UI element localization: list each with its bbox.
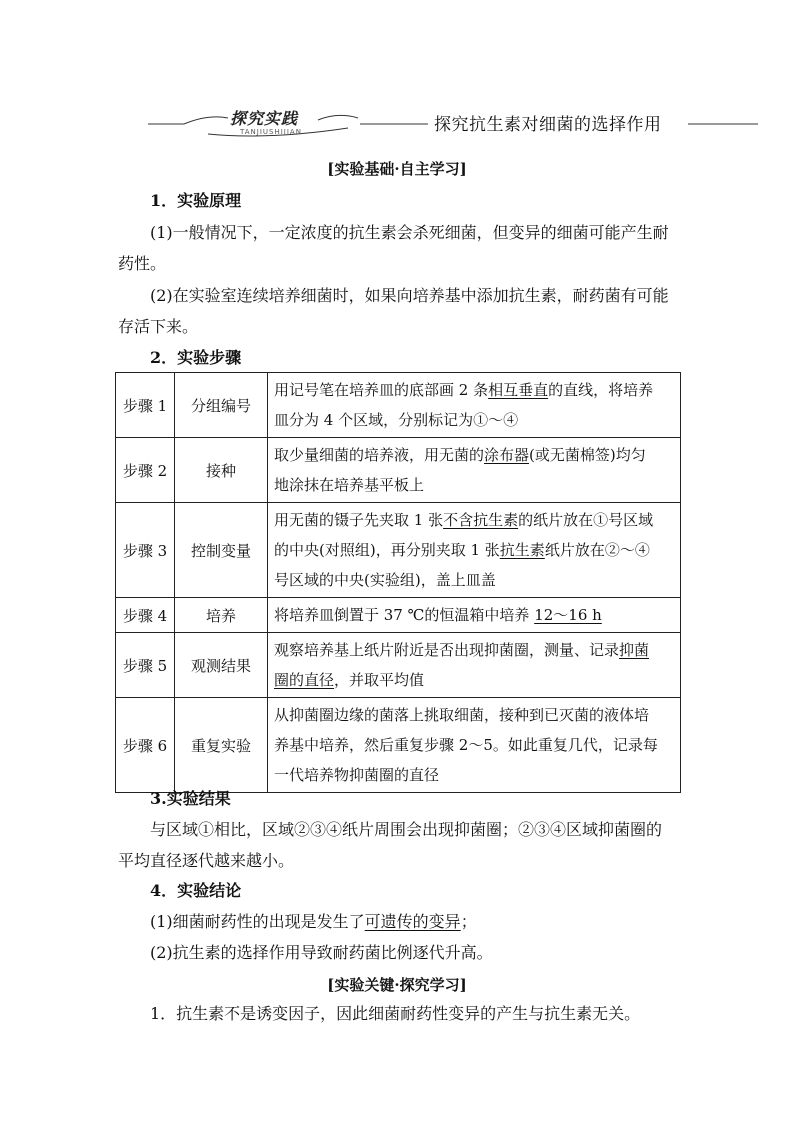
step-description bbox=[268, 598, 681, 633]
section-banner bbox=[148, 104, 758, 140]
step-description bbox=[268, 373, 681, 438]
step-name: 培养 bbox=[175, 598, 268, 633]
text-run: 取少量细菌的培养液，用无菌的 bbox=[274, 446, 485, 464]
logo-subtitle: TANJIUSHIJIAN bbox=[240, 128, 302, 136]
step-label: 步骤 4 bbox=[116, 598, 175, 633]
steps-heading: 2．实验步骤 bbox=[150, 348, 242, 367]
principle-p2-line2: 存活下来。 bbox=[118, 317, 199, 336]
principle-p1-line2: 药性。 bbox=[118, 254, 167, 273]
results-line2: 平均直径逐代越来越小。 bbox=[118, 851, 295, 870]
underlined-term: 圈的直径 bbox=[274, 671, 335, 689]
principle-p2-line1: (2)在实验室连续培养细菌时，如果向培养基中添加抗生素，耐药菌有可能 bbox=[150, 286, 669, 305]
text-run: 用记号笔在培养皿的底部画 2 条 bbox=[274, 381, 489, 399]
underlined-term: 抗生素 bbox=[499, 541, 545, 559]
underlined-term: 相互垂直 bbox=[488, 381, 549, 399]
text-run: 号区域的中央(实验组)，盖上皿盖 bbox=[274, 571, 496, 589]
text-run: (或无菌棉签)均匀 bbox=[529, 446, 646, 464]
text-run: 地涂抹在培养基平板上 bbox=[274, 476, 425, 494]
table-row bbox=[116, 598, 681, 633]
step-name: 重复实验 bbox=[175, 698, 268, 793]
section-heading-basics: [实验基础·自主学习] bbox=[327, 160, 467, 178]
step-description bbox=[268, 698, 681, 793]
text-run: ，并取平均值 bbox=[334, 671, 425, 689]
table-row bbox=[116, 633, 681, 698]
text-run: 的直线，将培养 bbox=[548, 381, 654, 399]
conclusion-line1 bbox=[118, 907, 682, 937]
text-run: 一代培养物抑菌圈的直径 bbox=[274, 766, 440, 784]
underlined-term: 不含抗生素 bbox=[443, 511, 519, 529]
text-run: 从抑菌圈边缘的菌落上挑取细菌，接种到已灭菌的液体培 bbox=[274, 706, 650, 724]
text-run: 的纸片放在①号区域 bbox=[518, 511, 654, 529]
table-row bbox=[116, 698, 681, 793]
text-run: 观察培养基上纸片附近是否出现抑菌圈，测量、记录 bbox=[274, 641, 620, 659]
text-run: ； bbox=[460, 912, 477, 931]
table-row bbox=[116, 503, 681, 598]
step-label: 步骤 5 bbox=[116, 633, 175, 698]
step-name: 观测结果 bbox=[175, 633, 268, 698]
step-name: 分组编号 bbox=[175, 373, 268, 438]
conclusion-heading: 4．实验结论 bbox=[150, 881, 242, 900]
step-label: 步骤 3 bbox=[116, 503, 175, 598]
underlined-term: 涂布器 bbox=[484, 446, 530, 464]
text-run: (1)细菌耐药性的出现是发生了 bbox=[150, 912, 365, 931]
text-run: 的中央(对照组)，再分别夹取 1 张 bbox=[274, 541, 500, 559]
logo-text: 探究实践 bbox=[230, 109, 299, 128]
text-run: 养基中培养，然后重复步骤 2～5。如此重复几代，记录每 bbox=[274, 736, 658, 754]
steps-table bbox=[115, 372, 681, 793]
underlined-term: 可遗传的变异 bbox=[364, 912, 461, 931]
step-description bbox=[268, 438, 681, 503]
step-description bbox=[268, 633, 681, 698]
table-row bbox=[116, 373, 681, 438]
results-heading: 3.实验结果 bbox=[150, 789, 231, 808]
key-point-1: 1．抗生素不是诱变因子，因此细菌耐药性变异的产生与抗生素无关。 bbox=[150, 1004, 641, 1023]
conclusion-line2: (2)抗生素的选择作用导致耐药菌比例逐代升高。 bbox=[150, 943, 493, 962]
underlined-term: 抑菌 bbox=[619, 641, 650, 659]
text-run: 用无菌的镊子先夹取 1 张 bbox=[274, 511, 444, 529]
principle-heading: 1．实验原理 bbox=[150, 191, 242, 210]
step-label: 步骤 1 bbox=[116, 373, 175, 438]
underlined-term: 12～16 h bbox=[534, 606, 602, 624]
step-name: 接种 bbox=[175, 438, 268, 503]
step-label: 步骤 2 bbox=[116, 438, 175, 503]
section-heading-key: [实验关键·探究学习] bbox=[327, 976, 467, 994]
step-name: 控制变量 bbox=[175, 503, 268, 598]
results-line1: 与区域①相比，区域②③④纸片周围会出现抑菌圈；②③④区域抑菌圈的 bbox=[150, 820, 663, 839]
text-run: 将培养皿倒置于 37 ℃的恒温箱中培养 bbox=[274, 606, 535, 624]
page-title: 探究抗生素对细菌的选择作用 bbox=[428, 110, 668, 135]
step-description bbox=[268, 503, 681, 598]
text-run: 纸片放在②～④ bbox=[544, 541, 650, 559]
principle-p1-line1: (1)一般情况下，一定浓度的抗生素会杀死细菌，但变异的细菌可能产生耐 bbox=[150, 223, 669, 242]
step-label: 步骤 6 bbox=[116, 698, 175, 793]
text-run: 皿分为 4 个区域，分别标记为①～④ bbox=[274, 411, 519, 429]
table-row bbox=[116, 438, 681, 503]
